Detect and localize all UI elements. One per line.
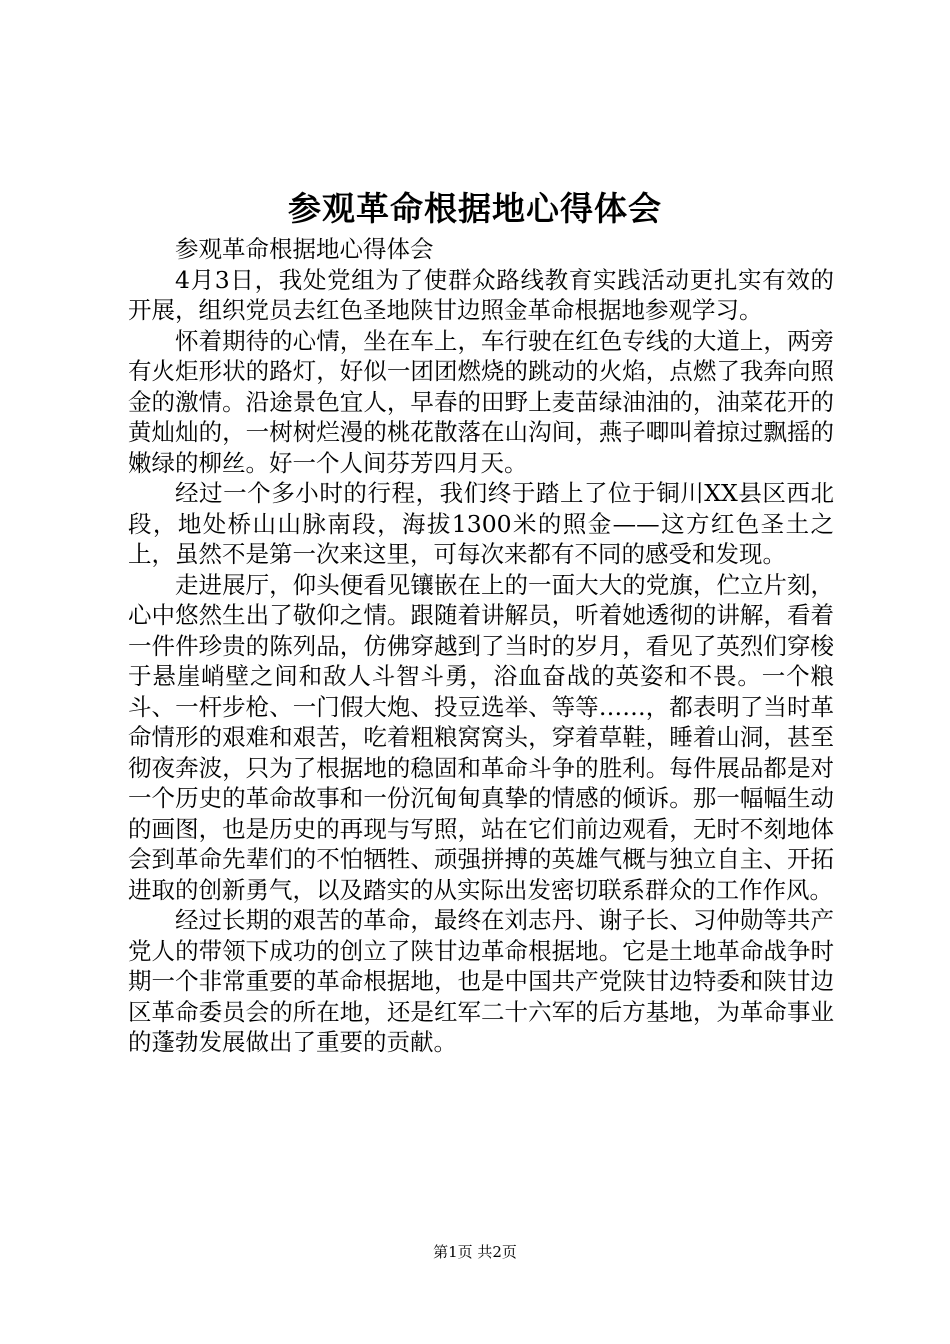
paragraph: 经过长期的艰苦的革命，最终在刘志丹、谢子长、习仲勋等共产党人的带领下成功的创立了陕甘边革命根据地。它是土地革命战争时期一个非常重要的革命根据地，也是中国共产党陕甘边特委和陕甘边区革命委员会的所在地，还是红军二十六军的后方基地，为革命事业的蓬勃发展做出了重要的贡献。 (128, 906, 834, 1056)
paragraph: 经过一个多小时的行程，我们终于踏上了位于铜川XX县区西北段，地处桥山山脉南段，海拔1300米的照金——这方红色圣土之上，虽然不是第一次来这里，可每次来都有不同的感受和发现。 (128, 479, 834, 568)
paragraph: 走进展厅，仰头便看见镶嵌在上的一面大大的党旗，伫立片刻，心中悠然生出了敬仰之情。跟随着讲解员，听着她透彻的讲解，看着一件件珍贵的陈列品，仿佛穿越到了当时的岁月，看见了英烈们穿梭于悬崖峭壁之间和敌人斗智斗勇，浴血奋战的英姿和不畏。一个粮斗、一杆步枪、一门假大炮、投豆选举、等等……，都表明了当时革命情形的艰难和艰苦，吃着粗粮窝窝头，穿着草鞋，睡着山洞，甚至彻夜奔波，只为了根据地的稳固和革命斗争的胜利。每件展品都是对一个历史的革命故事和一份沉甸甸真挚的情感的倾诉。那一幅幅生动的画图，也是历史的再现与写照，站在它们前边观看，无时不刻地体会到革命先辈们的不怕牺牲、顽强拼搏的英雄气概与独立自主、开拓进取的创新勇气，以及踏实的从实际出发密切联系群众的工作作风。 (128, 570, 834, 904)
document-title: 参观革命根据地心得体会 (288, 189, 662, 228)
page-number-footer: 第1页 共2页 (433, 1243, 517, 1261)
paragraph: 4月3日，我处党组为了使群众路线教育实践活动更扎实有效的开展，组织党员去红色圣地陕甘边照金革命根据地参观学习。 (128, 265, 834, 324)
document-body (128, 234, 834, 1058)
paragraph-subtitle: 参观革命根据地心得体会 (175, 235, 434, 263)
paragraph: 怀着期待的心情，坐在车上，车行驶在红色专线的大道上，两旁有火炬形状的路灯，好似一团团燃烧的跳动的火焰，点燃了我奔向照金的激情。沿途景色宜人，早春的田野上麦苗绿油油的，油菜花开的黄灿灿的，一树树烂漫的桃花散落在山沟间，燕子唧叫着掠过飘摇的嫩绿的柳丝。好一个人间芬芳四月天。 (128, 326, 834, 477)
